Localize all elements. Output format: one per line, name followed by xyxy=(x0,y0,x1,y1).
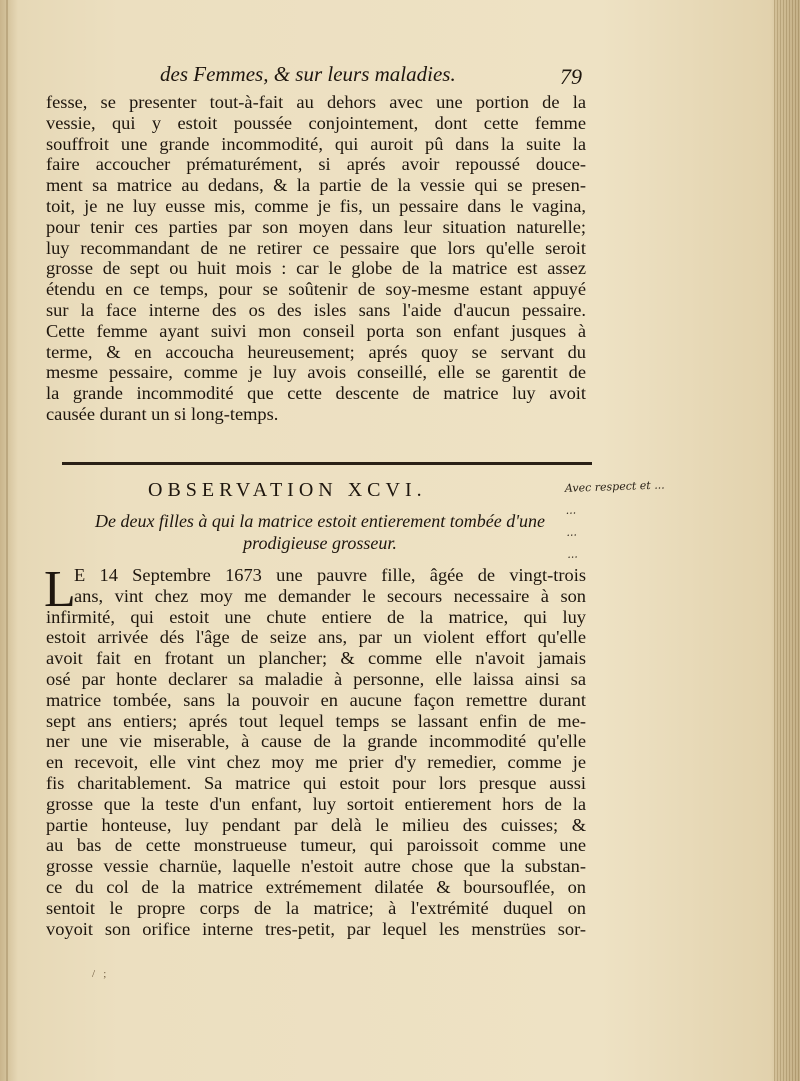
text-line: luy recommandant de ne retirer ce pessaire que lors qu'elle seroit xyxy=(46,237,586,258)
text-line: E 14 Septembre 1673 une pauvre fille, âgée de vingt-trois xyxy=(74,565,586,585)
text-line: grosse que la teste d'un enfant, luy sortoit entierement hors de la xyxy=(46,793,586,814)
text-line: toit, je ne luy eusse mis, comme je fis, un pessaire dans le vagina, xyxy=(46,195,586,216)
text-line: grosse de sept ou huit mois : car le globe de la matrice est assez xyxy=(46,258,586,279)
subtitle-line: prodigieuse grosseur. xyxy=(243,533,397,553)
text-line: la grande incommodité que cette descente de matrice luy avoit xyxy=(46,383,586,404)
text-line: ans, vint chez moy me demander le secours necessaire à son xyxy=(74,585,586,606)
text-line: matrice tombée, sans la pouvoir en aucune façon remettre durant xyxy=(46,689,586,710)
text-line: sur la face interne des os des isles sans l'aide d'aucun pessaire. xyxy=(46,299,586,320)
text-line: ment sa matrice au dedans, & la partie de la vessie qui se presen- xyxy=(46,175,586,196)
text-line: estoit arrivée dés l'âge de seize ans, par un violent effort qu'elle xyxy=(46,627,586,648)
text-line: terme, & en accoucha heureusement; aprés quoy se servant du xyxy=(46,341,586,362)
text-line: voyoit son orifice interne tres-petit, par lequel les menstrües sor- xyxy=(46,918,586,939)
running-header: des Femmes, & sur leurs maladies. xyxy=(160,62,456,86)
subtitle-line: De deux filles à qui la matrice estoit entierement tombée d'une xyxy=(94,511,546,531)
marginalia-line: ... xyxy=(565,503,577,517)
text-line: avoit fait en frotant un plancher; & comme elle n'avoit jamais xyxy=(46,648,586,669)
second-paragraph xyxy=(44,561,586,939)
drop-cap: L xyxy=(44,561,76,618)
handwritten-marginalia xyxy=(565,470,792,566)
text-line: faire accoucher prématurément, si aprés avoir repoussé douce- xyxy=(46,154,586,175)
text-line: causée durant un si long-temps. xyxy=(46,403,279,424)
text-line: pour tenir ces parties par son moyen dans leur situation naturelle; xyxy=(46,216,586,237)
text-line: fis charitablement. Sa matrice qui estoit pour lors presque aussi xyxy=(46,772,586,793)
text-line: partie honteuse, luy pendant par delà le milieu des cuisses; & xyxy=(46,814,586,835)
text-line: étendu en ce temps, pour se soûtenir de soy-mesme estant appuyé xyxy=(46,279,586,300)
marginalia-line: ... xyxy=(566,547,578,561)
top-paragraph xyxy=(46,92,586,425)
text-line: sentoit le propre corps de la matrice; à l'extrémité duquel on xyxy=(46,897,586,918)
page-gutter xyxy=(6,0,8,1081)
text-line: fesse, se presenter tout-à-fait au dehors avec une portion de la xyxy=(46,92,586,112)
text-line: osé par honte declarer sa maladie à personne, elle laissa ainsi sa xyxy=(46,668,586,689)
observation-subtitle xyxy=(60,510,580,554)
text-line: en recevoit, elle vint chez moy me prier d'y remedier, comme je xyxy=(46,752,586,773)
text-line: sept ans entiers; aprés tout lequel temps se lassant enfin de me- xyxy=(46,710,586,731)
text-line: au bas de cette monstrueuse tumeur, qui paroissoit comme une xyxy=(46,835,586,856)
text-line: vessie, qui y estoit poussée conjointement, dont cette femme xyxy=(46,112,586,133)
text-line: ce du col de la matrice extrémement dilatée & boursouflée, on xyxy=(46,876,586,897)
text-line: ner une vie miserable, à cause de la grande incommodité qu'elle xyxy=(46,731,586,752)
text-line: Cette femme ayant suivi mon conseil porta son enfant jusques à xyxy=(46,320,586,341)
page-number: 79 xyxy=(560,64,582,89)
section-divider xyxy=(62,462,592,465)
ink-smudge: / ; xyxy=(92,968,107,980)
observation-title: OBSERVATION XCVI. xyxy=(148,479,427,501)
marginalia-line: Avec respect et ... xyxy=(564,478,665,495)
text-line: mesme pessaire, comme je luy avois conseillé, elle se garentit de xyxy=(46,362,586,383)
text-line: infirmité, qui estoit une chute entiere de la matrice, qui luy xyxy=(46,606,586,627)
text-line: grosse vessie charnüe, laquelle n'estoit autre chose que la substan- xyxy=(46,856,586,877)
text-line: souffroit une grande incommodité, qui auroit pû dans la suite la xyxy=(46,133,586,154)
marginalia-line: ... xyxy=(566,525,578,539)
